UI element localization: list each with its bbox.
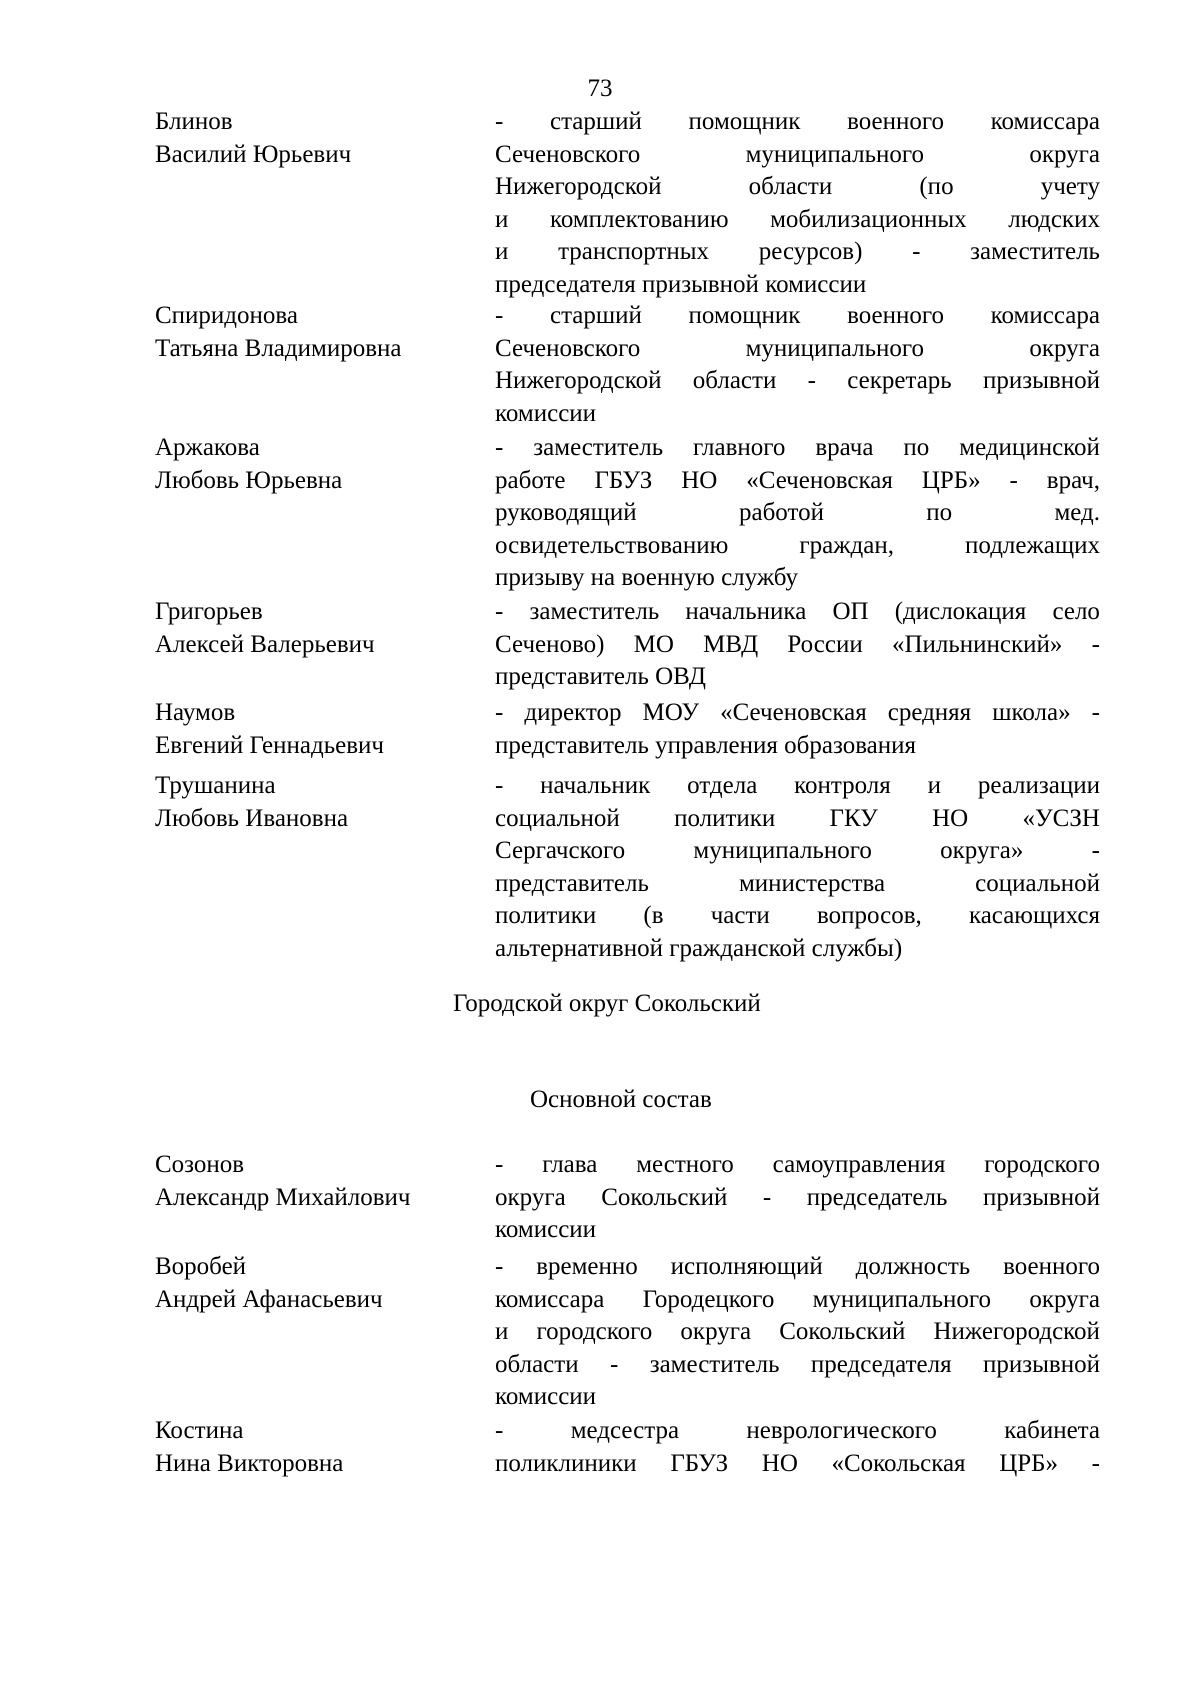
member-given-names: Нина Викторовна (155, 1449, 344, 1477)
member-role (495, 697, 1100, 762)
role-line: - директор МОУ «Сеченовская средняя школа» - (495, 699, 1100, 726)
role-line: - заместитель начальника ОП (дислокация село (495, 598, 1100, 625)
member-surname: Наумов (155, 699, 236, 726)
role-line: - глава местного самоуправления городского (495, 1151, 1100, 1178)
member-role (495, 596, 1100, 694)
role-line: руководящий работой по мед. (495, 499, 1100, 526)
member-surname: Блинов (155, 108, 233, 135)
member-name (155, 432, 485, 497)
member-role (495, 770, 1100, 965)
role-line: и городского округа Сокольский Нижегородской (495, 1318, 1100, 1345)
role-line: - временно исполняющий должность военного (495, 1253, 1100, 1280)
member-surname: Аржакова (155, 434, 260, 461)
member-role (495, 432, 1100, 595)
role-line: комиссии (495, 399, 597, 427)
member-role (495, 106, 1100, 301)
role-line: политики (в части вопросов, касающихся (495, 902, 1100, 929)
role-line: поликлиники ГБУЗ НО «Сокольская ЦРБ» - (495, 1449, 1100, 1477)
role-line: округа Сокольский - председатель призывной (495, 1183, 1100, 1211)
role-line: призыву на военную службу (495, 564, 799, 591)
role-line: освидетельствованию граждан, подлежащих (495, 531, 1100, 559)
role-line: альтернативной гражданской службы) (495, 934, 903, 962)
member-name (155, 1415, 485, 1480)
page-number: 73 (587, 75, 613, 102)
role-line: работе ГБУЗ НО «Сеченовская ЦРБ» - врач, (495, 466, 1100, 494)
role-line: области - заместитель председателя призывной (495, 1350, 1100, 1378)
member-given-names: Алексей Валерьевич (155, 630, 375, 658)
role-line: представитель министерства социальной (495, 869, 1100, 897)
role-line: комиссии (495, 1216, 597, 1243)
member-role (495, 1149, 1100, 1247)
role-line: и транспортных ресурсов) - заместитель (495, 238, 1100, 265)
role-line: - старший помощник военного комиссара (495, 302, 1100, 329)
member-given-names: Александр Михайлович (155, 1183, 411, 1211)
role-line: Нижегородской области (по учету (495, 173, 1100, 200)
role-line: председателя призывной комиссии (495, 270, 867, 298)
role-line: - старший помощник военного комиссара (495, 108, 1100, 135)
role-line: - медсестра неврологического кабинета (495, 1417, 1100, 1444)
role-line: комиссара Городецкого муниципального округа (495, 1285, 1100, 1313)
role-line: Нижегородской области - секретарь призывной (495, 367, 1100, 394)
role-line: комиссии (495, 1383, 597, 1410)
member-name (155, 1149, 485, 1214)
role-line: социальной политики ГКУ НО «УСЗН (495, 804, 1100, 832)
role-line: Сеченовского муниципального округа (495, 140, 1100, 168)
member-role (495, 1415, 1100, 1480)
member-name (155, 770, 485, 835)
member-given-names: Евгений Геннадьевич (155, 731, 384, 759)
member-surname: Воробей (155, 1253, 247, 1280)
role-line: - начальник отдела контроля и реализации (495, 772, 1100, 799)
member-given-names: Татьяна Владимировна (155, 334, 402, 362)
member-given-names: Любовь Ивановна (155, 804, 349, 832)
member-role (495, 1251, 1100, 1414)
member-name (155, 1251, 485, 1316)
member-given-names: Андрей Афанасьевич (155, 1285, 383, 1313)
member-role (495, 300, 1100, 430)
member-name (155, 300, 485, 365)
member-surname: Созонов (155, 1151, 245, 1178)
member-surname: Спиридонова (155, 302, 298, 329)
section-title: Городской округ Сокольский (453, 990, 761, 1017)
member-name (155, 106, 485, 171)
role-line: Сергачского муниципального округа» - (495, 837, 1100, 864)
member-surname: Трушанина (155, 772, 276, 799)
member-given-names: Любовь Юрьевна (155, 466, 343, 494)
role-line: представитель управления образования (495, 731, 917, 759)
role-line: Сеченово) МО МВД России «Пильнинский» - (495, 630, 1100, 658)
member-given-names: Василий Юрьевич (155, 140, 352, 168)
member-name (155, 596, 485, 661)
member-surname: Костина (155, 1417, 244, 1444)
member-surname: Григорьев (155, 598, 263, 625)
member-name (155, 697, 485, 762)
role-line: - заместитель главного врача по медицинской (495, 434, 1100, 461)
role-line: Сеченовского муниципального округа (495, 334, 1100, 362)
role-line: представитель ОВД (495, 663, 706, 690)
role-line: и комплектованию мобилизационных людских (495, 205, 1100, 233)
subsection-title: Основной состав (530, 1086, 712, 1113)
